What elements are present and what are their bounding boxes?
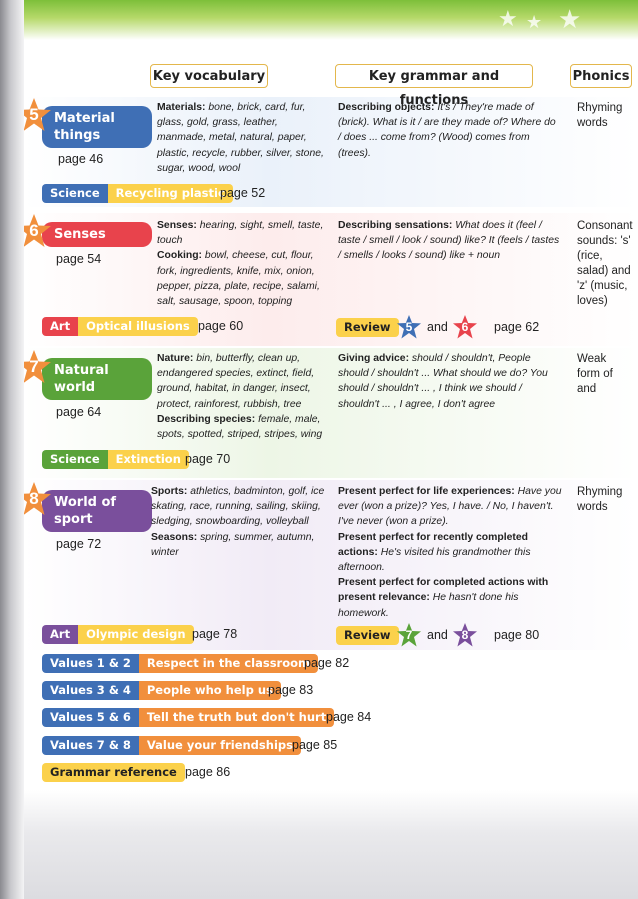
unit6-vocab-label-2: Cooking: [157,250,203,262]
unit7-phonics: Weak form of and [577,353,613,395]
values-3-4-page[interactable]: page 83 [268,683,314,697]
review-star-6-icon [452,314,478,340]
unit8-vocab-label-2: Seasons: [151,531,198,543]
values-1-2[interactable] [42,654,318,673]
unit7-vocab-text-1: bin, butterfly, clean up, endangered species, extinct, field, ground, habitat, in danger, insect, protect, rainforest, rubbish, tree [157,353,315,410]
unit8-title[interactable] [42,490,152,532]
review-unit-b: 6 [461,320,469,334]
unit7-title-line1: Natural [54,363,109,378]
review-button[interactable]: Review [336,626,399,645]
grammar-reference-label: Grammar reference [42,763,185,782]
values-topic: Value your friendships [139,736,301,755]
unit7-grammar-text: should / shouldn't, People should / shouldn't ... What should we do? You should / shouldn't ... , I think we should / shouldn't ... , I agree, I don't agree [338,353,548,410]
unit5-grammar-text: It's / They're made of (brick). What is it / are they made of? Where do / does ... come from? (Wood) comes from (trees). [338,102,556,159]
unit6-title[interactable] [42,222,152,247]
top-decorative-band [24,0,638,40]
review-star-5-icon [396,314,422,340]
unit6-vocab-label-1: Senses: [157,220,197,231]
review-page[interactable]: page 80 [494,628,540,642]
unit8-grammar-label-3: Present perfect for completed actions with present relevance: [338,577,549,604]
star-icon: ★ [498,6,518,31]
unit6-number: 6 [29,221,39,240]
review-and: and [427,320,448,334]
values-topic: People who help us [139,681,281,700]
unit6-page[interactable]: page 54 [56,252,102,266]
star-icon: ★ [558,4,582,34]
unit8-vocabulary [151,484,329,560]
unit6-vocabulary [157,218,329,309]
unit5-vocabulary [157,100,329,176]
unit8-phonics: Rhyming words [577,486,623,513]
review-unit-a: 7 [405,628,413,642]
unit5-grammar [338,100,560,161]
unit8-cross-curricular[interactable] [42,625,194,644]
unit6-cross-curricular[interactable] [42,317,198,336]
values-1-2-page[interactable]: page 82 [304,656,350,670]
unit8-cross-page[interactable]: page 78 [192,627,238,641]
cross-topic-label: Recycling plastic [108,184,233,203]
grammar-reference-page[interactable]: page 86 [185,765,231,779]
unit6-grammar [338,218,560,264]
unit7-grammar [338,351,560,412]
unit6-phonics: Consonant sounds: 's' (rice, salad) and 'z' (music, loves) [577,220,633,307]
values-7-8[interactable] [42,736,301,755]
cross-subject-label: Art [42,317,78,336]
unit5-title[interactable] [42,106,152,148]
column-header-phonics: Phonics [570,64,632,88]
star-icon: ★ [526,12,543,32]
unit8-vocab-label-1: Sports: [151,486,188,497]
values-5-6-page[interactable]: page 84 [326,710,372,724]
unit6-vocab-text-2: bowl, cheese, cut, flour, fork, ingredients, knife, mix, onion, pepper, pizza, plate, recipe, salami, salt, sausage, spoon, topping [157,250,320,308]
unit8-grammar [338,484,570,621]
unit8-title-line2: sport [54,512,93,527]
unit5-cross-page[interactable]: page 52 [220,186,266,200]
unit7-number: 7 [29,357,39,376]
cross-topic-label: Extinction [108,450,189,469]
unit6-title-line1: Senses [54,227,106,242]
cross-topic-label: Olympic design [78,625,193,644]
grammar-reference[interactable] [42,763,185,782]
unit7-page[interactable]: page 64 [56,405,102,419]
unit5-cross-curricular[interactable] [42,184,233,203]
unit5-vocab-label: Materials: [157,102,206,113]
unit6-vocab-text-1: hearing, sight, smell, taste, touch [157,220,324,247]
unit5-phonics: Rhyming words [577,102,623,129]
unit6-grammar-label: Describing sensations: [338,220,453,231]
values-7-8-page[interactable]: page 85 [292,738,338,752]
unit8-vocab-text-2: spring, summer, autumn, winter [151,531,315,558]
unit8-title-line1: World of [54,495,117,510]
column-header-vocabulary: Key vocabulary [150,64,268,88]
unit5-title-line2: things [54,128,101,143]
review-star-7-icon [396,622,422,648]
unit7-title[interactable] [42,358,152,400]
unit5-number: 5 [29,105,39,124]
values-topic: Tell the truth but don't hurt [139,708,334,727]
values-label: Values 7 & 8 [42,736,139,755]
review-unit-a: 5 [405,320,413,334]
unit7-cross-page[interactable]: page 70 [185,452,231,466]
unit7-vocab-text-2: female, male, spots, spotted, striped, stripes, wing [157,413,323,441]
review-and: and [427,628,448,642]
unit7-vocab-label-2: Describing species: [157,413,256,425]
unit7-title-line2: world [54,380,96,395]
unit8-page[interactable]: page 72 [56,537,102,551]
unit7-grammar-label: Giving advice: [338,353,410,364]
cross-subject-label: Art [42,625,78,644]
unit8-number: 8 [29,489,39,508]
cross-subject-label: Science [42,184,108,203]
unit7-cross-curricular[interactable] [42,450,189,469]
unit5-title-line1: Material [54,111,115,126]
cross-subject-label: Science [42,450,108,469]
values-3-4[interactable] [42,681,281,700]
review-page[interactable]: page 62 [494,320,540,334]
column-header-grammar: Key grammar and functions [335,64,533,88]
values-topic: Respect in the classroom [139,654,318,673]
unit5-vocab-text: bone, brick, card, fur, glass, gold, grass, leather, manmade, metal, natural, paper, plastic, recycle, rubber, silver, stone, sugar, wood, wool [157,102,324,174]
unit8-grammar-label-2: Present perfect for recently completed actions: [338,531,528,558]
unit7-vocab-label-1: Nature: [157,353,194,364]
unit8-grammar-text-1: Have you ever (won a prize)? Yes, I have. / No, I haven't. I've never (won a prize). [338,486,562,528]
values-5-6[interactable] [42,708,334,727]
values-label: Values 3 & 4 [42,681,139,700]
unit8-grammar-text-2: He's visited his grandmother this afternoon. [338,546,531,574]
unit5-grammar-label: Describing objects: [338,102,435,113]
review-button[interactable]: Review [336,318,399,337]
book-spine-shadow [0,0,24,899]
unit8-vocab-text-1: athletics, badminton, golf, ice skating, race, running, sailing, skiing, sledging, snowboarding, volleyball [151,486,325,528]
review-star-8-icon [452,622,478,648]
values-label: Values 1 & 2 [42,654,139,673]
values-label: Values 5 & 6 [42,708,139,727]
unit7-vocabulary [157,351,329,442]
unit6-grammar-text: What does it (feel / taste / smell / look / sound) like? It (feels / tastes / smells / looks / sound) like + noun [338,220,560,262]
review-unit-b: 8 [461,628,469,642]
unit8-grammar-label-1: Present perfect for life experiences: [338,486,515,497]
unit5-page[interactable]: page 46 [58,152,104,166]
unit8-grammar-text-3: He hasn't done his homework. [338,592,519,619]
unit6-cross-page[interactable]: page 60 [198,319,244,333]
cross-topic-label: Optical illusions [78,317,198,336]
page-bottom-shadow [0,790,638,899]
